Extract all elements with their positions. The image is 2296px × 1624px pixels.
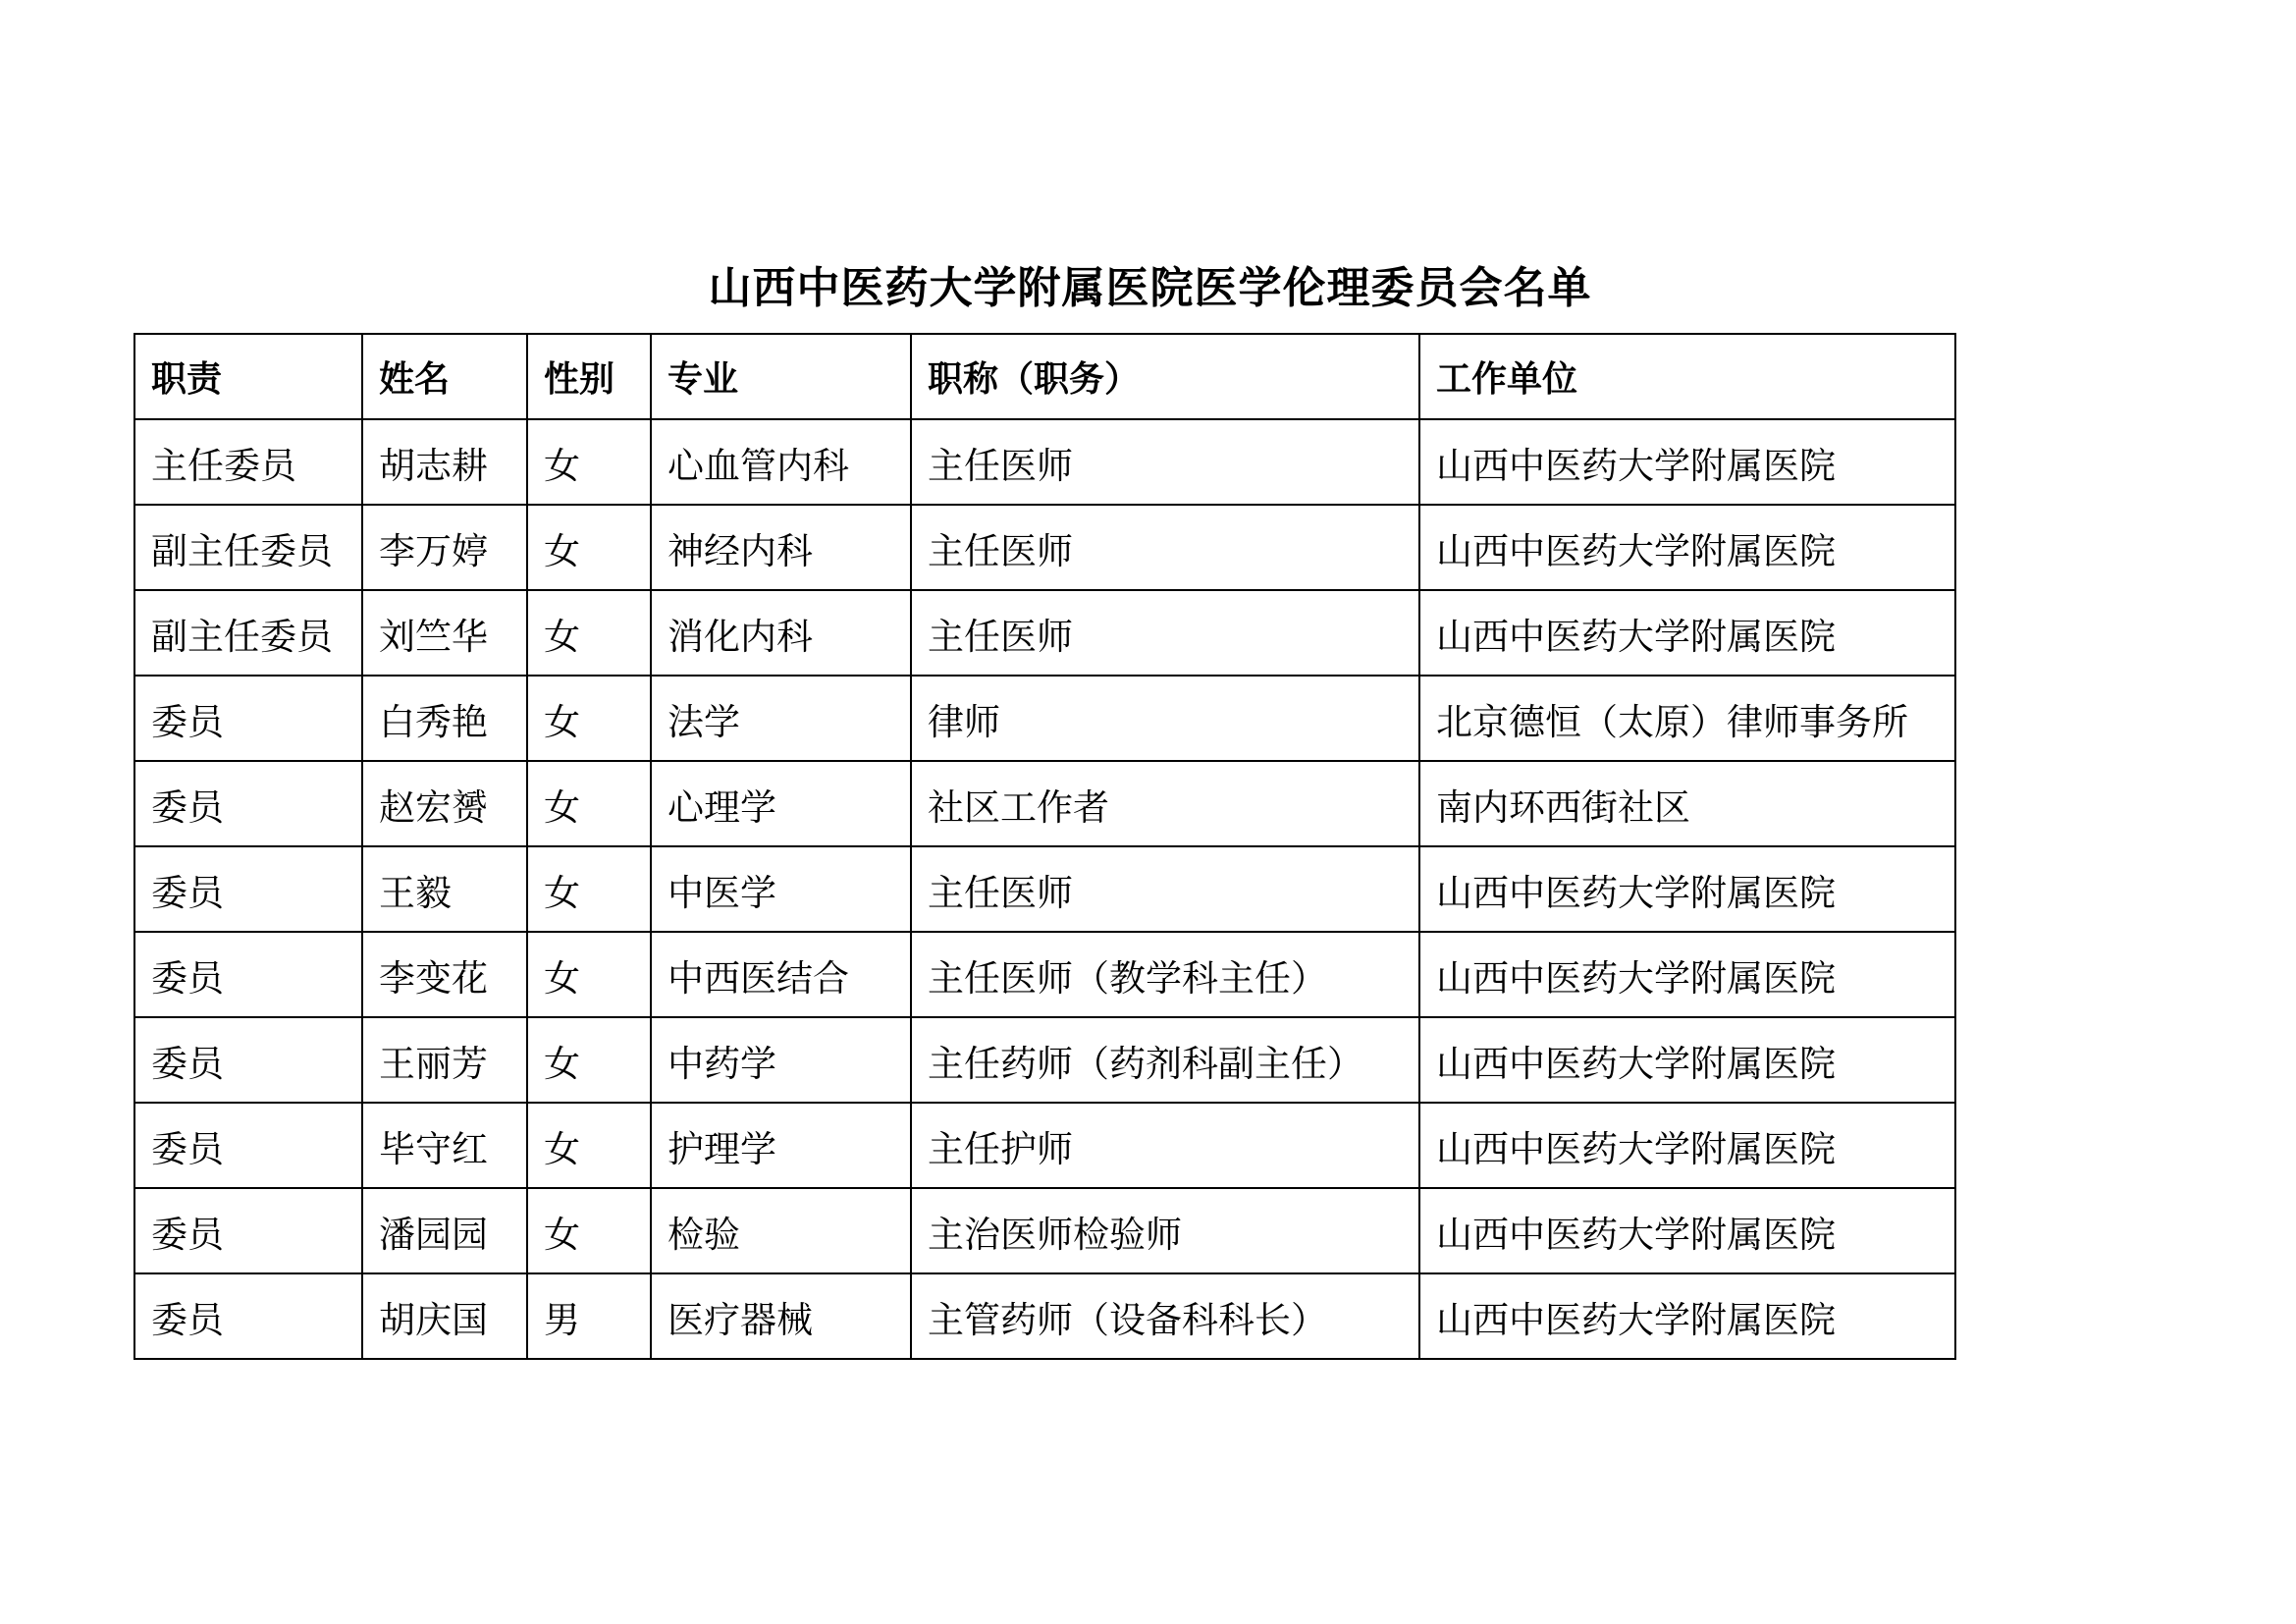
cell-duty: 委员 — [134, 1017, 362, 1103]
cell-specialty: 心理学 — [651, 761, 911, 846]
cell-title-position: 主任医师 — [911, 505, 1419, 590]
cell-duty: 委员 — [134, 1273, 362, 1359]
header-name: 姓名 — [362, 334, 527, 419]
table-row — [134, 676, 1955, 761]
header-workplace: 工作单位 — [1419, 334, 1955, 419]
cell-specialty: 中药学 — [651, 1017, 911, 1103]
cell-specialty: 消化内科 — [651, 590, 911, 676]
cell-gender: 男 — [527, 1273, 651, 1359]
cell-gender: 女 — [527, 846, 651, 932]
cell-duty: 主任委员 — [134, 419, 362, 505]
cell-gender: 女 — [527, 1188, 651, 1273]
cell-specialty: 医疗器械 — [651, 1273, 911, 1359]
cell-name: 王毅 — [362, 846, 527, 932]
cell-title-position: 主管药师（设备科科长） — [911, 1273, 1419, 1359]
cell-title-position: 主任医师 — [911, 846, 1419, 932]
cell-workplace: 山西中医药大学附属医院 — [1419, 505, 1955, 590]
header-duty: 职责 — [134, 334, 362, 419]
cell-specialty: 神经内科 — [651, 505, 911, 590]
cell-gender: 女 — [527, 761, 651, 846]
cell-workplace: 山西中医药大学附属医院 — [1419, 1273, 1955, 1359]
cell-duty: 委员 — [134, 761, 362, 846]
cell-workplace: 山西中医药大学附属医院 — [1419, 419, 1955, 505]
cell-name: 胡庆国 — [362, 1273, 527, 1359]
cell-workplace: 南内环西街社区 — [1419, 761, 1955, 846]
cell-gender: 女 — [527, 590, 651, 676]
cell-duty: 委员 — [134, 846, 362, 932]
header-specialty: 专业 — [651, 334, 911, 419]
cell-specialty: 护理学 — [651, 1103, 911, 1188]
cell-title-position: 律师 — [911, 676, 1419, 761]
cell-title-position: 主任医师 — [911, 590, 1419, 676]
table-row — [134, 1188, 1955, 1273]
cell-name: 毕守红 — [362, 1103, 527, 1188]
cell-specialty: 中西医结合 — [651, 932, 911, 1017]
header-title-position: 职称（职务） — [911, 334, 1419, 419]
cell-name: 王丽芳 — [362, 1017, 527, 1103]
cell-name: 赵宏赟 — [362, 761, 527, 846]
cell-workplace: 山西中医药大学附属医院 — [1419, 846, 1955, 932]
cell-gender: 女 — [527, 676, 651, 761]
cell-specialty: 心血管内科 — [651, 419, 911, 505]
cell-duty: 委员 — [134, 676, 362, 761]
cell-specialty: 中医学 — [651, 846, 911, 932]
cell-duty: 副主任委员 — [134, 590, 362, 676]
cell-specialty: 法学 — [651, 676, 911, 761]
table-row — [134, 1273, 1955, 1359]
table-row — [134, 932, 1955, 1017]
cell-title-position: 主任医师 — [911, 419, 1419, 505]
document-title: 山西中医药大学附属医院医学伦理委员会名单 — [708, 263, 1592, 313]
cell-title-position: 主治医师检验师 — [911, 1188, 1419, 1273]
cell-title-position: 社区工作者 — [911, 761, 1419, 846]
cell-name: 白秀艳 — [362, 676, 527, 761]
cell-gender: 女 — [527, 1103, 651, 1188]
cell-title-position: 主任医师（教学科主任） — [911, 932, 1419, 1017]
cell-name: 李变花 — [362, 932, 527, 1017]
table-row — [134, 419, 1955, 505]
table-row — [134, 590, 1955, 676]
cell-gender: 女 — [527, 932, 651, 1017]
cell-duty: 委员 — [134, 932, 362, 1017]
cell-workplace: 山西中医药大学附属医院 — [1419, 932, 1955, 1017]
cell-title-position: 主任药师（药剂科副主任） — [911, 1017, 1419, 1103]
cell-workplace: 山西中医药大学附属医院 — [1419, 1103, 1955, 1188]
cell-name: 刘竺华 — [362, 590, 527, 676]
table-row — [134, 761, 1955, 846]
cell-workplace: 山西中医药大学附属医院 — [1419, 590, 1955, 676]
cell-workplace: 山西中医药大学附属医院 — [1419, 1188, 1955, 1273]
committee-member-table — [133, 333, 1956, 1360]
cell-gender: 女 — [527, 505, 651, 590]
cell-gender: 女 — [527, 1017, 651, 1103]
cell-name: 潘园园 — [362, 1188, 527, 1273]
cell-specialty: 检验 — [651, 1188, 911, 1273]
cell-duty: 委员 — [134, 1188, 362, 1273]
table-header-row — [134, 334, 1955, 419]
cell-duty: 副主任委员 — [134, 505, 362, 590]
header-gender: 性别 — [527, 334, 651, 419]
cell-workplace: 山西中医药大学附属医院 — [1419, 1017, 1955, 1103]
cell-gender: 女 — [527, 419, 651, 505]
table-row — [134, 846, 1955, 932]
table-row — [134, 1017, 1955, 1103]
cell-title-position: 主任护师 — [911, 1103, 1419, 1188]
table-row — [134, 505, 1955, 590]
cell-name: 李万婷 — [362, 505, 527, 590]
cell-workplace: 北京德恒（太原）律师事务所 — [1419, 676, 1955, 761]
table-row — [134, 1103, 1955, 1188]
cell-name: 胡志耕 — [362, 419, 527, 505]
cell-duty: 委员 — [134, 1103, 362, 1188]
